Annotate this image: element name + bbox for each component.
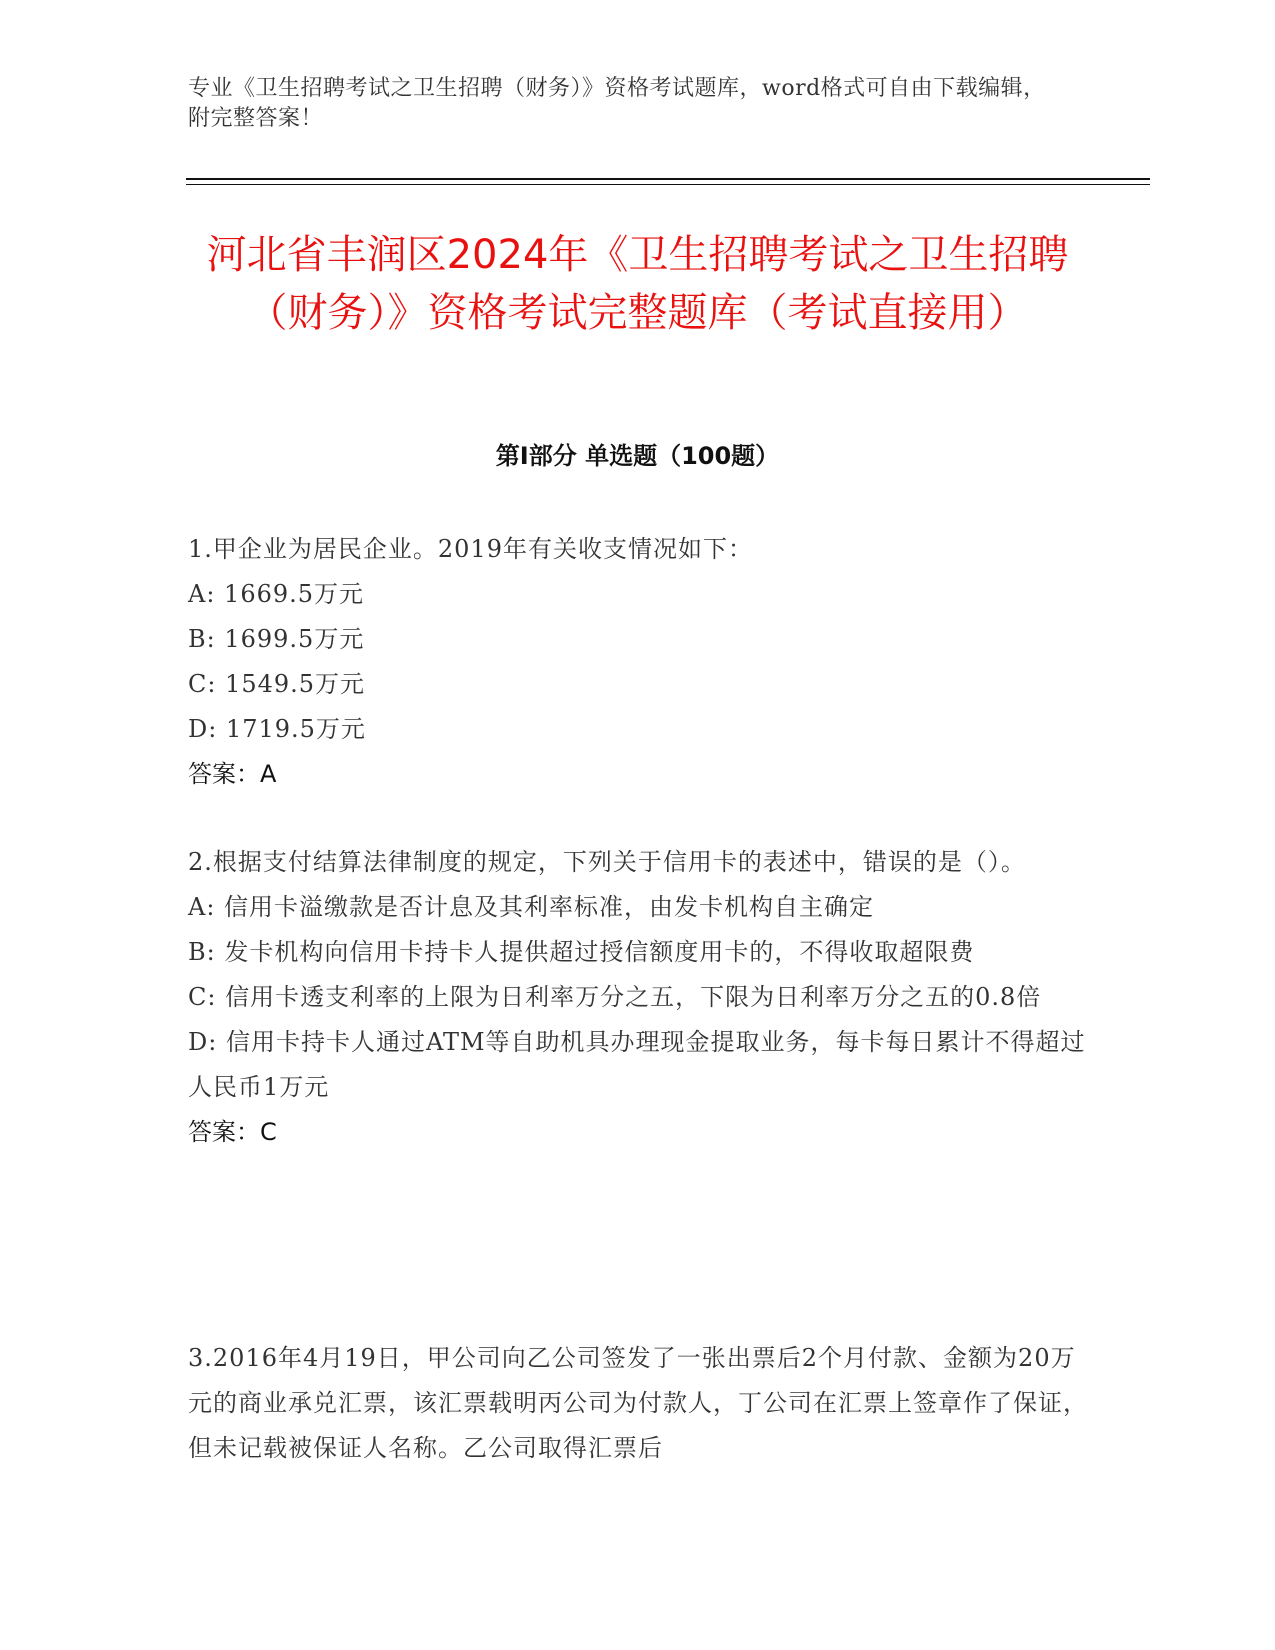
answer: 答案：A bbox=[188, 760, 277, 788]
question-2 bbox=[188, 840, 1088, 1155]
header-note: 专业《卫生招聘考试之卫生招聘（财务）》资格考试题库，word格式可自由下载编辑，附完整答案！ bbox=[188, 76, 1046, 131]
question-stem: 1.甲企业为居民企业。2019年有关收支情况如下： bbox=[188, 535, 753, 563]
option-b: B: 1699.5万元 bbox=[188, 625, 365, 653]
option-d: D: 信用卡持卡人通过ATM等自助机具办理现金提取业务，每卡每日累计不得超过人民币1万元 bbox=[188, 1028, 1086, 1101]
answer: 答案：C bbox=[188, 1118, 277, 1146]
question-3 bbox=[188, 1336, 1088, 1471]
question-stem: 2.根据支付结算法律制度的规定，下列关于信用卡的表述中，错误的是（）。 bbox=[188, 848, 1026, 876]
option-c: C: 1549.5万元 bbox=[188, 670, 366, 698]
option-c: C: 信用卡透支利率的上限为日利率万分之五，下限为日利率万分之五的0.8倍 bbox=[188, 983, 1042, 1011]
question-1 bbox=[188, 527, 1088, 797]
document-title: 河北省丰润区2024年《卫生招聘考试之卫生招聘（财务）》资格考试完整题库（考试直接用） bbox=[206, 232, 1069, 336]
option-a: A: 信用卡溢缴款是否计息及其利率标准，由发卡机构自主确定 bbox=[188, 893, 875, 921]
header-divider-thin bbox=[186, 184, 1150, 185]
section-title: 第Ⅰ部分 单选题（100题） bbox=[495, 442, 780, 470]
option-a: A: 1669.5万元 bbox=[188, 580, 365, 608]
header-divider-thick bbox=[186, 178, 1150, 180]
option-d: D: 1719.5万元 bbox=[188, 715, 366, 743]
option-b: B: 发卡机构向信用卡持卡人提供超过授信额度用卡的，不得收取超限费 bbox=[188, 938, 975, 966]
question-stem: 3.2016年4月19日，甲公司向乙公司签发了一张出票后2个月付款、金额为20万元的商业承兑汇票，该汇票载明丙公司为付款人，丁公司在汇票上签章作了保证，但未记载被保证人名称。乙公司取得汇票后 bbox=[188, 1344, 1088, 1462]
